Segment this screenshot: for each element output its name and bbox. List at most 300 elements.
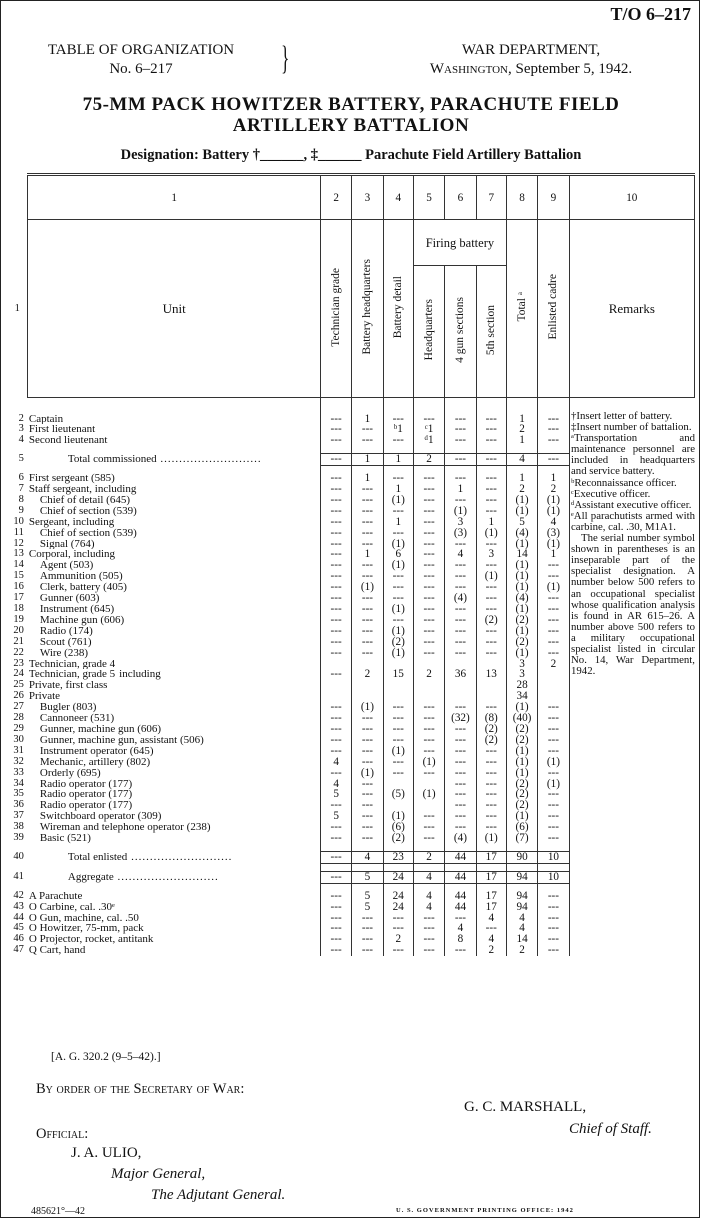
cell-col-8: 2 (506, 945, 537, 956)
cell-col-3: --- (352, 435, 383, 446)
cell-col-7: 13 (476, 669, 506, 680)
unit-name: Total enlisted ........................... (67, 851, 233, 863)
cell-col-5: 4 (413, 891, 444, 902)
cell-col-7: --- (476, 495, 506, 506)
spacer-row (7, 863, 695, 871)
remark-note: ‡Insert number of battalion. (571, 421, 692, 434)
cell-col-6: 4 (445, 549, 476, 560)
cell-col-9: --- (538, 454, 569, 466)
cell-col-6: 44 (445, 902, 476, 913)
cell-col-2: --- (320, 902, 351, 913)
cell-col-9: --- (538, 811, 569, 822)
unit-name: Wire (238) (39, 647, 89, 659)
cell-col-9: --- (538, 913, 569, 924)
cell-col-7: 17 (476, 871, 506, 883)
table-row (7, 757, 695, 768)
cell-col-2: --- (320, 626, 351, 637)
cell-col-2: --- (320, 414, 351, 425)
cell-col-7: --- (476, 923, 506, 934)
cell-col-8: 90 (506, 851, 537, 863)
cell-col-3: --- (352, 626, 383, 637)
line-number: 12 (13, 537, 24, 549)
table-row (7, 702, 695, 713)
cell-col-2: --- (320, 560, 351, 571)
line-number: 37 (13, 810, 24, 822)
unit-name: Switchboard operator (309) (39, 811, 162, 823)
cell-col-5: --- (413, 414, 444, 425)
cell-col-5: --- (413, 822, 444, 833)
cell-col-3: (1) (352, 768, 383, 779)
line-number: 36 (13, 799, 24, 811)
cell-col-7: 17 (476, 851, 506, 863)
cell-col-6: --- (445, 454, 476, 466)
cell-col-5: --- (413, 539, 444, 550)
leader-dots: ........................... (127, 851, 233, 863)
colnum-2: 2 (320, 175, 351, 220)
cell-col-9: --- (538, 822, 569, 833)
cell-col-9 (538, 669, 569, 680)
line-number: 5 (18, 453, 24, 465)
cell-col-3: --- (352, 648, 383, 659)
cell-col-7: (2) (476, 735, 506, 746)
cell-col-8: 14 (506, 934, 537, 945)
cell-col-9: (1) (538, 582, 569, 593)
cell-col-8: 1 (506, 435, 537, 446)
cell-col-8: (1) (506, 768, 537, 779)
vh-enlisted-cadre: Enlisted cadre (538, 220, 569, 398)
cell-col-8: (1) (506, 648, 537, 659)
cell-col-8: (1) (506, 506, 537, 517)
cell-col-9: 4 (538, 517, 569, 528)
cell-col-7: --- (476, 414, 506, 425)
adjutant-rank: Major General, (111, 1166, 206, 1182)
cell-col-2: --- (320, 891, 351, 902)
cell-col-4: --- (383, 757, 413, 768)
cell-col-4: --- (383, 593, 413, 604)
cell-col-6: (1) (445, 506, 476, 517)
unit-name: Cannoneer (531) (39, 713, 115, 724)
remarks-cell (569, 871, 694, 883)
cell-col-3: --- (352, 779, 383, 790)
unit-name: Technician, grade 5 including (28, 669, 161, 681)
cell-col-5: --- (413, 582, 444, 593)
cell-col-5: --- (413, 637, 444, 648)
cell-col-9: (3) (538, 528, 569, 539)
cell-col-8: (1) (506, 811, 537, 822)
cell-col-4: --- (383, 735, 413, 746)
cell-col-2: --- (320, 454, 351, 466)
remarks-cell (569, 691, 694, 702)
cell-col-3: --- (352, 945, 383, 956)
cell-col-6: --- (445, 789, 476, 800)
line-number: 29 (13, 722, 24, 734)
cell-col-3: 1 (352, 414, 383, 425)
cell-col-9 (538, 680, 569, 691)
line-number: 31 (13, 744, 24, 756)
cell-col-3: (1) (352, 582, 383, 593)
designation-line: Designation: Battery †______, ‡______ Parachute Field Artillery Battalion (120, 147, 582, 163)
remarks-cell (569, 724, 694, 735)
unit-name: Gunner, machine gun (606) (39, 723, 162, 735)
cell-col-9: --- (538, 902, 569, 913)
cell-col-9: 1 (538, 473, 569, 484)
cell-col-9: --- (538, 593, 569, 604)
cell-col-4: --- (383, 913, 413, 924)
cell-col-9: 10 (538, 851, 569, 863)
line-number: 39 (13, 832, 24, 844)
cell-col-8: 14 (506, 549, 537, 560)
cell-col-8: 4 (506, 913, 537, 924)
cell-col-2 (320, 680, 351, 691)
cell-col-4: 15 (383, 669, 413, 680)
cell-col-9: --- (538, 891, 569, 902)
remarks-cell (569, 913, 694, 924)
cell-col-9: --- (538, 800, 569, 811)
document-title: 75-MM PACK HOWITZER BATTERY, PARACHUTE FIELD ARTILLERY BATTALION (82, 94, 620, 136)
remark-note: The serial number symbol shown in parentheses is an inseparable part of the specialist designation. A number below 500 refers to an occupational specialist whose qualification analysis is found in AR 615–26. A number above 500 refers to a military occupational specialist listed in circular No. 14, War Department, 1942. (571, 532, 695, 678)
cell-col-6: --- (445, 414, 476, 425)
cell-col-8: 28 (506, 680, 537, 691)
cell-col-5: --- (413, 768, 444, 779)
line-number: 19 (13, 613, 24, 625)
cell-col-7: --- (476, 604, 506, 615)
cell-col-7: --- (476, 484, 506, 495)
cell-col-7: (2) (476, 615, 506, 626)
cell-col-6: --- (445, 637, 476, 648)
table-row (7, 768, 695, 779)
remarks-cell (569, 735, 694, 746)
cell-col-4: (2) (383, 637, 413, 648)
line-number: 34 (13, 777, 24, 789)
cell-col-3: --- (352, 822, 383, 833)
cell-col-3: 1 (352, 454, 383, 466)
table-row (7, 724, 695, 735)
table-row (7, 902, 695, 913)
cell-col-4: --- (383, 582, 413, 593)
line-number: 38 (13, 821, 24, 833)
cell-col-7: --- (476, 702, 506, 713)
line-number: 9 (18, 504, 24, 516)
cell-col-6: --- (445, 424, 476, 435)
colnum-10: 10 (569, 175, 694, 220)
line-number: 18 (13, 603, 24, 614)
signer-name: G. C. MARSHALL, (464, 1099, 587, 1115)
vh-5th-section: 5th section (476, 266, 506, 398)
cell-col-5: --- (413, 735, 444, 746)
unit-name: Second lieutenant (28, 435, 108, 447)
cell-col-6: --- (445, 724, 476, 735)
cell-col-3: --- (352, 800, 383, 811)
vh-4-gun-sections: 4 gun sections (445, 266, 476, 398)
table-row (7, 735, 695, 746)
cell-col-6: 44 (445, 851, 476, 863)
line-number: 8 (18, 493, 24, 505)
line-number: 44 (13, 911, 24, 923)
cell-col-2: --- (320, 435, 351, 446)
table-row (7, 891, 695, 902)
cell-col-7: --- (476, 768, 506, 779)
cell-col-3: --- (352, 735, 383, 746)
cell-col-2: --- (320, 833, 351, 844)
cell-col-7 (476, 680, 506, 691)
by-order-line: By order of the Secretary of War: (36, 1081, 245, 1097)
unit-name: Chief of section (539) (39, 505, 137, 517)
cell-col-9: (1) (538, 506, 569, 517)
cell-col-6: --- (445, 945, 476, 956)
cell-col-4: --- (383, 724, 413, 735)
cell-col-2: --- (320, 593, 351, 604)
line-number: 32 (13, 755, 24, 767)
cell-col-9: --- (538, 945, 569, 956)
cell-col-3: --- (352, 724, 383, 735)
cell-col-4: --- (383, 571, 413, 582)
remark-note: ᵃTransportation and maintenance personnel are included in headquarters and service battery. (571, 432, 695, 478)
cell-col-9: --- (538, 713, 569, 724)
cell-col-8: 1 (506, 414, 537, 425)
cell-col-8: (6) (506, 822, 537, 833)
remarks-cell (569, 800, 694, 811)
cell-col-8: (2) (506, 789, 537, 800)
remarks-cell (569, 768, 694, 779)
line-number: 26 (13, 690, 24, 702)
cell-col-8: (2) (506, 800, 537, 811)
cell-col-6: 44 (445, 891, 476, 902)
cell-col-7: (1) (476, 833, 506, 844)
remarks-header: Remarks (569, 220, 694, 398)
table-row (7, 923, 695, 934)
unit-name: A Parachute (28, 890, 83, 902)
vh-battery-headquarters: Battery headquarters (352, 220, 383, 398)
cell-col-9: --- (538, 560, 569, 571)
cell-col-7: --- (476, 582, 506, 593)
cell-col-9: --- (538, 571, 569, 582)
cell-col-5: --- (413, 934, 444, 945)
cell-col-2: --- (320, 724, 351, 735)
spacer-row (7, 883, 695, 891)
cell-col-4: --- (383, 528, 413, 539)
remarks-cell (569, 746, 694, 757)
table-row (7, 680, 695, 691)
cell-col-7: --- (476, 757, 506, 768)
cell-col-4: (2) (383, 833, 413, 844)
line-number: 16 (13, 581, 24, 593)
cell-col-4: --- (383, 768, 413, 779)
cell-col-9: --- (538, 424, 569, 435)
unit-name: Corporal, including (28, 549, 116, 561)
cell-col-8: (1) (506, 702, 537, 713)
remarks-cell (569, 833, 694, 844)
cell-col-4: --- (383, 506, 413, 517)
cell-col-4: (6) (383, 822, 413, 833)
line-number: 40 (13, 850, 24, 862)
vh-technician-grade: Technician grade (320, 220, 351, 398)
cell-col-8: 2 (506, 484, 537, 495)
line-number: 7 (18, 483, 24, 495)
cell-col-3: --- (352, 934, 383, 945)
unit-name: Chief of section (539) (39, 527, 137, 539)
cell-col-8: 94 (506, 871, 537, 883)
cell-col-5: --- (413, 528, 444, 539)
war-department-label: WAR DEPARTMENT, (461, 42, 601, 58)
cell-col-2: --- (320, 713, 351, 724)
cell-col-8: 1 (506, 473, 537, 484)
adjutant-title: The Adjutant General. (151, 1187, 286, 1203)
cell-col-7: --- (476, 539, 506, 550)
cell-col-3: --- (352, 746, 383, 757)
cell-col-4: 6 (383, 549, 413, 560)
remark-note: †Insert letter of battery. (571, 410, 673, 422)
cell-col-3: --- (352, 757, 383, 768)
cell-col-8: (1) (506, 604, 537, 615)
cell-col-7: --- (476, 800, 506, 811)
cell-col-3: --- (352, 484, 383, 495)
unit-name: First lieutenant (28, 424, 96, 436)
cell-col-2: 5 (320, 789, 351, 800)
cell-col-2: --- (320, 604, 351, 615)
cell-col-5 (413, 680, 444, 691)
cell-col-2: --- (320, 800, 351, 811)
cell-col-3: 2 (352, 669, 383, 680)
cell-col-3 (352, 680, 383, 691)
cell-col-2: --- (320, 913, 351, 924)
cell-col-2: --- (320, 702, 351, 713)
cell-col-8: 4 (506, 923, 537, 934)
remarks-cell (569, 680, 694, 691)
cell-col-8: 3 (506, 659, 537, 670)
cell-col-6: --- (445, 615, 476, 626)
table-row (7, 833, 695, 844)
remark-note: ᵈAssistant executive officer. (571, 498, 692, 511)
line-number: 42 (13, 889, 24, 901)
cell-col-5: --- (413, 702, 444, 713)
cell-col-6: --- (445, 560, 476, 571)
cell-col-4: --- (383, 435, 413, 446)
cell-col-3: --- (352, 517, 383, 528)
cell-col-5: --- (413, 473, 444, 484)
cell-col-7: --- (476, 424, 506, 435)
remarks-cell (569, 934, 694, 945)
cell-col-6: (32) (445, 713, 476, 724)
cell-col-4 (383, 680, 413, 691)
leader-dots: ........................... (113, 871, 219, 883)
unit-name: Captain (28, 413, 64, 425)
cell-col-9: --- (538, 414, 569, 425)
cell-col-8: 5 (506, 517, 537, 528)
unit-name: Signal (764) (39, 538, 95, 550)
cell-col-4: 24 (383, 902, 413, 913)
cell-col-2: --- (320, 851, 351, 863)
cell-col-5: ᵈ1 (413, 435, 444, 446)
cell-col-5: --- (413, 648, 444, 659)
cell-col-2: --- (320, 945, 351, 956)
unit-name: Agent (503) (39, 560, 94, 572)
cell-col-2: --- (320, 768, 351, 779)
cell-col-2: --- (320, 506, 351, 517)
to-number-label: No. 6–217 (109, 61, 173, 77)
cell-col-4: 1 (383, 484, 413, 495)
cell-col-5: --- (413, 913, 444, 924)
cell-col-7: --- (476, 626, 506, 637)
table-row (7, 851, 695, 863)
cell-col-2: --- (320, 517, 351, 528)
cell-col-9: (1) (538, 539, 569, 550)
cell-col-4: --- (383, 414, 413, 425)
cell-col-9: --- (538, 746, 569, 757)
unit-name: O Gun, machine, cal. .50 (28, 912, 139, 924)
leader-dots: ........................... (156, 453, 262, 466)
cell-col-4: (1) (383, 604, 413, 615)
cell-col-3: 4 (352, 851, 383, 863)
cell-col-5: 2 (413, 669, 444, 680)
cell-col-5: --- (413, 560, 444, 571)
cell-col-2: --- (320, 735, 351, 746)
cell-col-7: 17 (476, 891, 506, 902)
cell-col-5: --- (413, 484, 444, 495)
line-number: 33 (13, 766, 24, 778)
cell-col-8: (4) (506, 593, 537, 604)
cell-col-7: (1) (476, 528, 506, 539)
line-number: 21 (13, 635, 24, 647)
cell-col-2: --- (320, 495, 351, 506)
cell-col-4: --- (383, 923, 413, 934)
cell-col-5: --- (413, 506, 444, 517)
cell-col-7: (1) (476, 571, 506, 582)
cell-col-2: --- (320, 582, 351, 593)
line-number: 6 (18, 472, 24, 484)
cell-col-4: 1 (383, 517, 413, 528)
cell-col-9: --- (538, 626, 569, 637)
table-of-organization-label: TABLE OF ORGANIZATION (47, 42, 235, 58)
cell-col-9: --- (538, 615, 569, 626)
cell-col-8: 94 (506, 902, 537, 913)
cell-col-6: --- (445, 913, 476, 924)
cell-col-9: --- (538, 435, 569, 446)
cell-col-4: --- (383, 615, 413, 626)
cell-col-5: --- (413, 626, 444, 637)
cell-col-2: --- (320, 648, 351, 659)
table-row (7, 945, 695, 956)
cell-col-2: --- (320, 923, 351, 934)
line-number: 30 (13, 733, 24, 745)
cell-col-7: --- (476, 822, 506, 833)
cell-col-4: --- (383, 702, 413, 713)
cell-col-3: --- (352, 789, 383, 800)
unit-name: Sergeant, including (28, 516, 115, 528)
cell-col-4: 23 (383, 851, 413, 863)
unit-name: Technician, grade 4 (28, 658, 116, 670)
colnum-7: 7 (476, 175, 506, 220)
table-row (7, 913, 695, 924)
cell-col-3: 5 (352, 902, 383, 913)
cell-col-2: --- (320, 484, 351, 495)
unit-name: O Carbine, cal. .30ᵉ (28, 901, 115, 913)
unit-name: Machine gun (606) (39, 614, 125, 626)
cell-col-6: --- (445, 539, 476, 550)
cell-col-4: 2 (383, 934, 413, 945)
unit-name: Radio (174) (39, 625, 93, 637)
remarks-cell (569, 851, 694, 863)
table-row (7, 871, 695, 883)
to-number: T/O 6–217 (610, 4, 691, 24)
cell-col-3: --- (352, 923, 383, 934)
spacer-row (7, 844, 695, 852)
table-row (7, 811, 695, 822)
cell-col-9: --- (538, 604, 569, 615)
cell-col-5: --- (413, 604, 444, 615)
adjutant-name: J. A. ULIO, (71, 1145, 142, 1161)
cell-col-6: --- (445, 811, 476, 822)
cell-col-8: (1) (506, 495, 537, 506)
